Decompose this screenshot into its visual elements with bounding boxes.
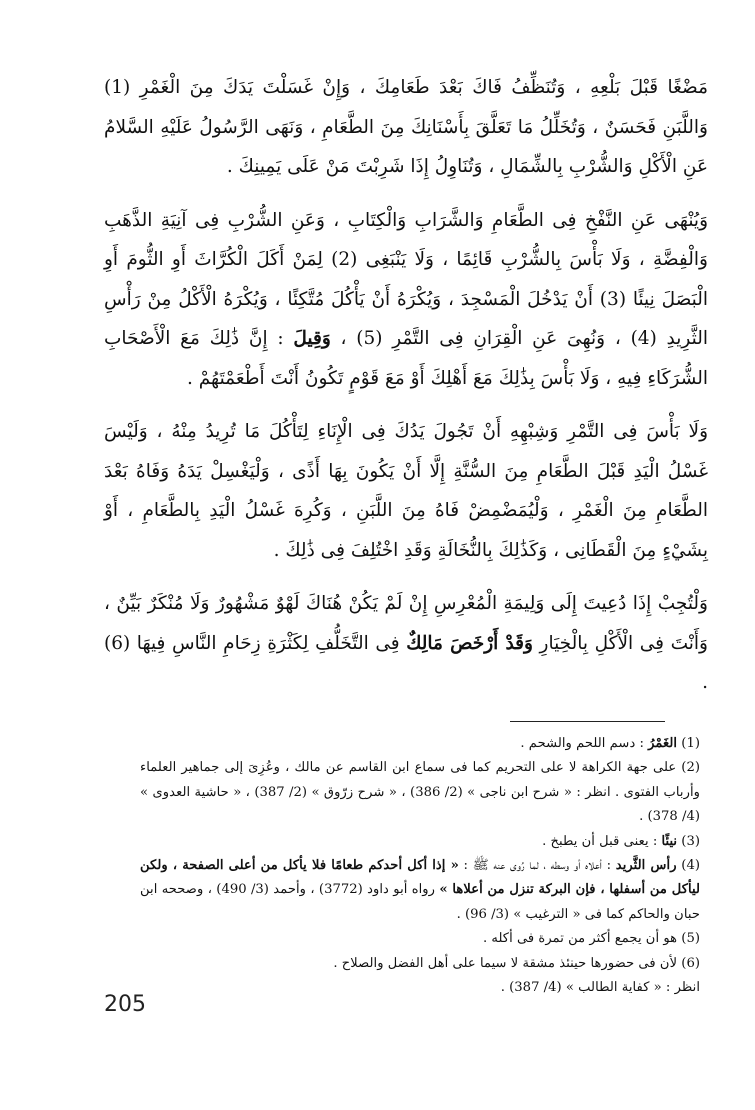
footnote-5: (5) هو أن يجمع أكثر من تمرة فى أكله .	[482, 931, 700, 947]
page-number: 205	[104, 992, 146, 1017]
footnote-1: (1) الغَمْرُ : دسم اللحم والشحم .	[520, 736, 700, 751]
footnote-4: (4) رأس الثَّريد : أعلاه أو وسطه ، لما رُوى عنه ﷺ : « إذا أكل أحدكم طعامًا فلا يأكل من أعلى الصفحة ، ولكن ليأكل من أسفلها ، فإن البركة تنزل من أعلاها » رواه أبو داود (3772) ، وأحمد (3/ 490) ، وصححه ابن حبان والحاكم كما فى « الترغيب » (3/ 96) .	[140, 858, 701, 922]
footnote-reference: انظر : « كفاية الطالب » (4/ 387) .	[500, 980, 700, 996]
paragraph-4: وَلْتُجِبْ إِذَا دُعِيتَ إِلَى وَلِيمَةِ الْمُعْرِسِ إِنْ لَمْ يَكُنْ هُنَاكَ لَهْوٌ مَشْهُورٌ وَلَا مُنْكَرٌ بَيِّنٌ ، وَأَنْتَ فِى الْأَكْلِ بِالْخِيَارِ وَقَدْ أَرْخَصَ مَالِكٌ فِى التَّخَلُّفِ لِكَثْرَةِ زِحَامِ النَّاسِ فِيهَا (6) .	[104, 593, 708, 693]
paragraph-2-bold: وَقِيلَ	[293, 328, 331, 349]
footnote-3: (3) نيئًا : يعنى قبل أن يطبخ .	[542, 833, 700, 849]
paragraph-1: مَضْغًا قَبْلَ بَلْعِهِ ، وَتُنَظِّفُ فَاكَ بَعْدَ طَعَامِكَ ، وَإِنْ غَسَلْتَ يَدَكَ مِنَ الْغَمْرِ (1) وَاللَّبَنِ فَحَسَنٌ ، وَتُخَلِّلُ مَا تَعَلَّقَ بِأَسْنَانِكَ مِنَ الطَّعَامِ ، وَنَهَى الرَّسُولُ عَلَيْهِ السَّلامُ عَنِ الْأَكْلِ وَالشُّرْبِ بِالشِّمَالِ ، وَتُنَاوِلُ إِذَا شَرِبْتَ مَنْ عَلَى يَمِينِكَ .	[104, 77, 708, 177]
footnote-separator	[510, 721, 665, 722]
footnote-6: (6) لأن فى حضورها حينئذ مشقة لا سيما على أهل الفضل والصلاح .	[333, 955, 700, 971]
paragraph-2: وَيُنْهَى عَنِ النَّفْخِ فِى الطَّعَامِ وَالشَّرَابِ وَالْكِتَابِ ، وَعَنِ الشُّرْبِ فِى آنِيَةِ الذَّهَبِ وَالْفِضَّةِ ، وَلَا بَأْسَ بِالشُّرْبِ قَائِمًا ، وَلَا يَنْبَغِى (2) لِمَنْ أَكَلَ الْكُرَّاثَ أَوِ الثُّومَ أَوِ الْبَصَلَ نِيئًا (3) أَنْ يَدْخُلَ الْمَسْجِدَ ، وَيُكْرَهُ أَنْ يَأْكُلَ مُتَّكِئًا ، وَيُكْرَهُ الْأَكْلُ مِنْ رَأْسِ الثَّرِيدِ (4) ، وَنُهِىَ عَنِ الْقِرَانِ فِى التَّمْرِ (5) ، وَقِيلَ : إِنَّ ذَٰلِكَ مَعَ الْأَصْحَابِ الشُّرَكَاءِ فِيهِ ، وَلَا بَأْسَ بِذَٰلِكَ مَعَ أَهْلِكَ أَوْ مَعَ قَوْمٍ تَكُونُ أَنْتَ أَطْعَمْتَهُمْ .	[104, 209, 708, 389]
footnotes	[140, 732, 700, 1000]
footnote-2: (2) على جهة الكراهة لا على التحريم كما فى سماع ابن القاسم عن مالك ، وعُزِىَ إلى جماهير العلماء وأرباب الفتوى . انظر : « شرح ابن ناجى » (2/ 386) ، « شرح زرّوق » (2/ 387) ، « حاشية العدوى » (4/ 378) .	[140, 760, 701, 825]
paragraph-4-bold: وَقَدْ أَرْخَصَ مَالِكٌ	[406, 632, 533, 654]
main-text	[104, 68, 708, 703]
paragraph-3: وَلَا بَأْسَ فِى التَّمْرِ وَشِبْهِهِ أَنْ تَجُولَ يَدُكَ فِى الْإِنَاءِ لِتَأْكُلَ مَا تُرِيدُ مِنْهُ ، وَلَيْسَ غَسْلُ الْيَدِ قَبْلَ الطَّعَامِ مِنَ السُّنَّةِ إِلَّا أَنْ يَكُونَ بِهَا أَذًى ، وَلْيَغْسِلْ يَدَهُ وَفَاهُ بَعْدَ الطَّعَامِ مِنَ الْغَمْرِ ، وَلْيُمَضْمِضْ فَاهُ مِنَ اللَّبَنِ ، وَكُرِهَ غَسْلُ الْيَدِ بِالطَّعَامِ ، أَوْ بِشَيْءٍ مِنَ الْقَطَانِى ، وَكَذَٰلِكَ بِالنُّخَالَةِ وَقَدِ اخْتُلِفَ فِى ذَٰلِكَ .	[104, 421, 708, 561]
